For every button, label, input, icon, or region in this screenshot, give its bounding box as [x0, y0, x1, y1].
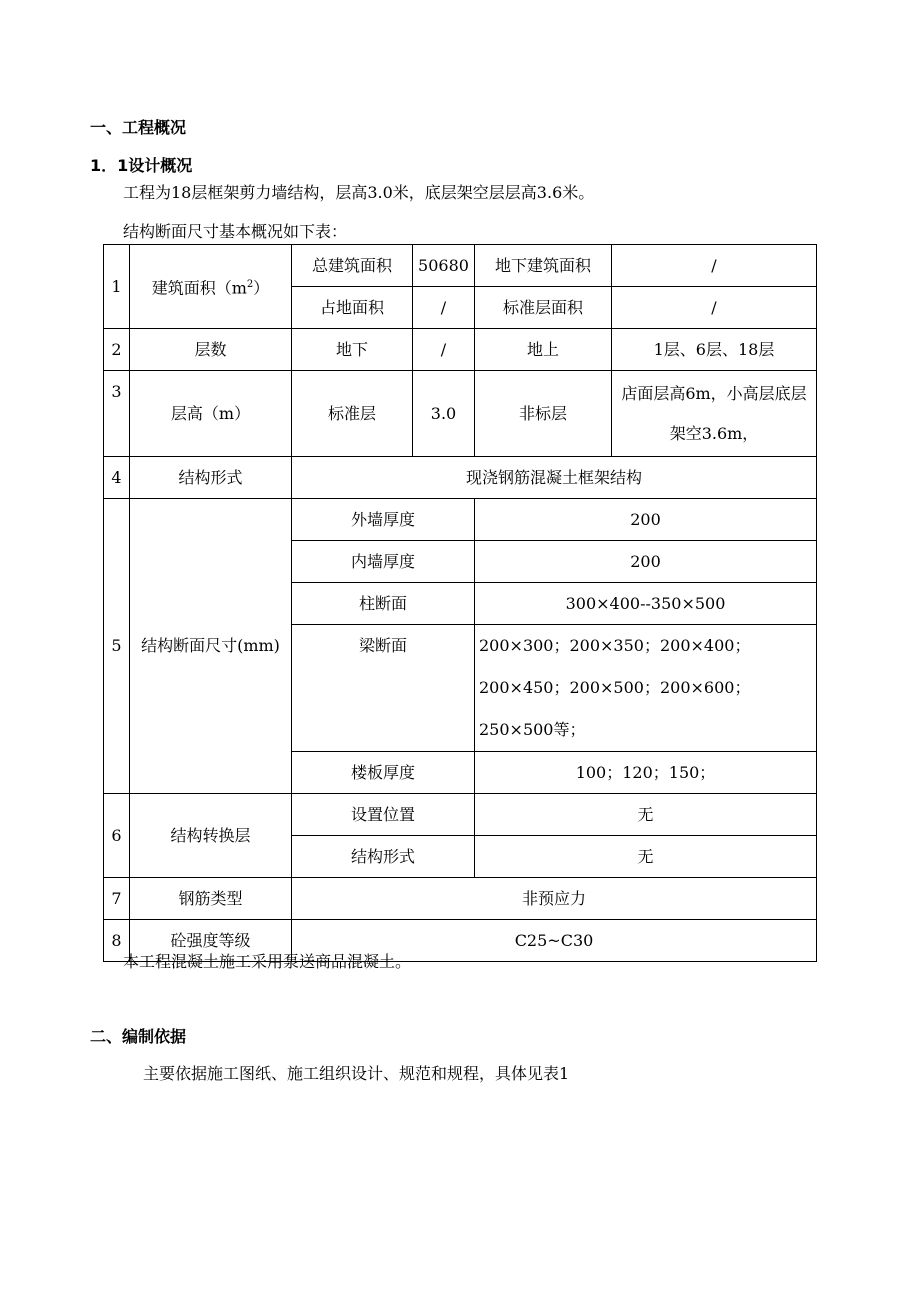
cell: 内墙厚度	[292, 541, 475, 583]
row-label: 结构形式	[130, 457, 292, 499]
cell: 外墙厚度	[292, 499, 475, 541]
cell: 楼板厚度	[292, 752, 475, 794]
table-row	[104, 245, 817, 287]
cell: 50680	[413, 245, 475, 287]
cell: 200	[475, 541, 817, 583]
table-row	[104, 457, 817, 499]
cell: 3.0	[413, 371, 475, 457]
cell: 设置位置	[292, 794, 475, 836]
basis-paragraph: 主要依据施工图纸、施工组织设计、规范和规程，具体见表1	[143, 1064, 570, 1083]
cell: 店面层高6m，小高层底层架空3.6m，	[612, 371, 817, 457]
section-heading-basis: 二、编制依据	[90, 1027, 187, 1046]
table-row	[104, 878, 817, 920]
cell: 300×400--350×500	[475, 583, 817, 625]
row-number: 6	[104, 794, 130, 878]
table-caption: 结构断面尺寸基本概况如下表：	[123, 222, 348, 241]
cell: 柱断面	[292, 583, 475, 625]
row-label: 钢筋类型	[130, 878, 292, 920]
cell: 地下	[292, 329, 413, 371]
row-label: 层高（m）	[130, 371, 292, 457]
row-number: 8	[104, 920, 130, 962]
structure-spec-table	[103, 244, 817, 962]
cell: 标准层面积	[475, 287, 612, 329]
table-row	[104, 499, 817, 541]
cell: 占地面积	[292, 287, 413, 329]
row-label: 砼强度等级	[130, 920, 292, 962]
cell: 200	[475, 499, 817, 541]
intro-paragraph: 工程为18层框架剪力墙结构，层高3.0米，底层架空层层高3.6米。	[123, 183, 595, 202]
table-row	[104, 794, 817, 836]
cell: /	[413, 329, 475, 371]
row-label: 结构转换层	[130, 794, 292, 878]
table-row	[104, 371, 817, 457]
cell: 无	[475, 794, 817, 836]
row-number: 7	[104, 878, 130, 920]
cell: /	[413, 287, 475, 329]
section-heading-overview: 一、工程概况	[90, 118, 187, 137]
row-label: 结构断面尺寸(mm)	[130, 499, 292, 794]
cell: 结构形式	[292, 836, 475, 878]
cell: 地上	[475, 329, 612, 371]
cell: 梁断面	[292, 625, 475, 752]
cell: 现浇钢筋混凝土框架结构	[292, 457, 817, 499]
row-number: 5	[104, 499, 130, 794]
cell: 100；120；150；	[475, 752, 817, 794]
row-label: 建筑面积$(m^2)$	[130, 245, 292, 329]
row-number: 2	[104, 329, 130, 371]
cell: 标准层	[292, 371, 413, 457]
cell: /	[612, 287, 817, 329]
cell: 200×300；200×350；200×400；200×450；200×500；200×600；250×500等；	[475, 625, 817, 752]
cell: 地下建筑面积	[475, 245, 612, 287]
row-label: 层数	[130, 329, 292, 371]
table-row	[104, 329, 817, 371]
row-number: 4	[104, 457, 130, 499]
cell: 非预应力	[292, 878, 817, 920]
cell: /	[612, 245, 817, 287]
concrete-note: 本工程混凝土施工采用泵送商品混凝土。	[123, 952, 412, 971]
cell: C25~C30	[292, 920, 817, 962]
cell: 1层、6层、18层	[612, 329, 817, 371]
cell: 非标层	[475, 371, 612, 457]
cell: 总建筑面积	[292, 245, 413, 287]
row-number: 1	[104, 245, 130, 329]
cell: 无	[475, 836, 817, 878]
row-number: 3	[104, 371, 130, 457]
subsection-heading-design: 1．1设计概况	[90, 156, 193, 175]
